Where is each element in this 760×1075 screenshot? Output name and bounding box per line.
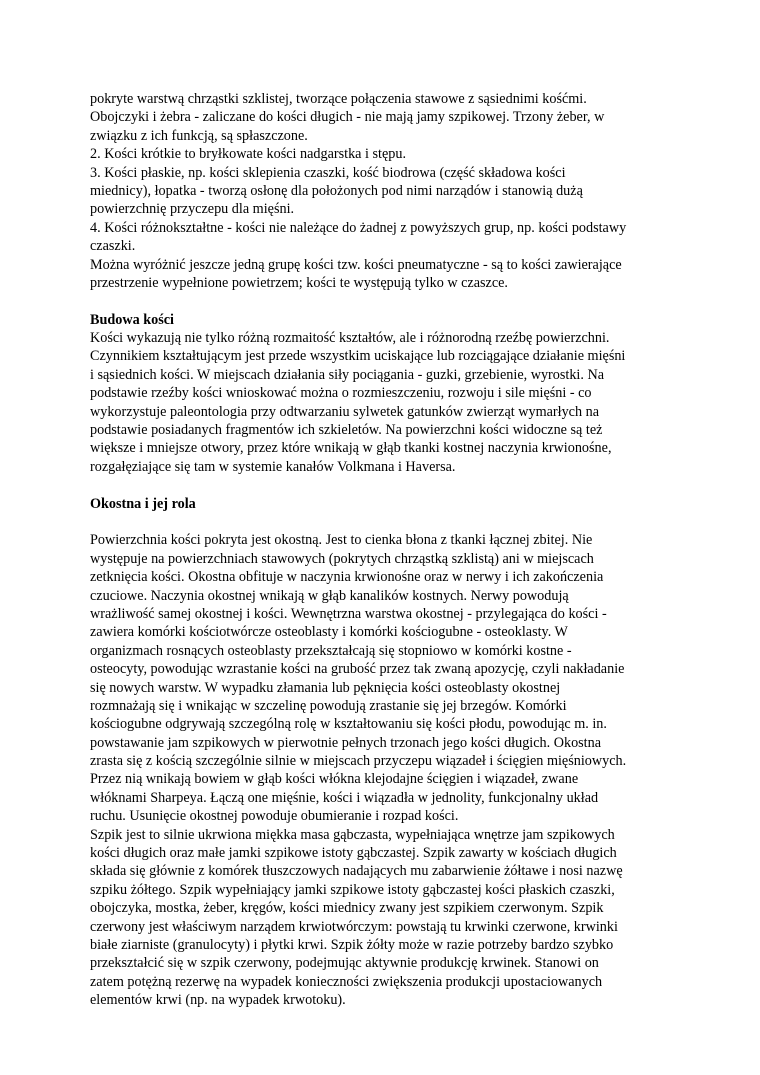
text-line: przekształcić się w szpik czerwony, podejmując aktywnie produkcję krwinek. Stanowi on bbox=[90, 955, 599, 972]
text-line: 2. Kości krótkie to bryłkowate kości nadgarstka i stępu. bbox=[90, 146, 406, 163]
text-line: Obojczyki i żebra - zaliczane do kości długich - nie mają jamy szpikowej. Trzony żeber, w bbox=[90, 109, 605, 126]
text-line: powstawanie jam szpikowych w pierwotnie pełnych trzonach jego kości długich. Okostna bbox=[90, 734, 602, 751]
text-line: organizmach rosnących osteoblasty przekształcają się stopniowo w komórki kostne - bbox=[90, 642, 572, 659]
text-line: szpiku żółtego. Szpik wypełniający jamki szpikowe istoty gąbczastej kości płaskich czaszki, bbox=[90, 881, 615, 898]
section-heading-budowa-kosci: Budowa kości bbox=[90, 311, 174, 328]
text-line: czerwony jest właściwym narządem krwiotwórczym: powstają tu krwinki czerwone, krwinki bbox=[90, 918, 618, 935]
section-heading-okostna: Okostna i jej rola bbox=[90, 495, 196, 512]
intro-text-block bbox=[90, 90, 680, 292]
text-line: włóknami Sharpeya. Łączą one mięśnie, kości i wiązadła w jednolity, funkcjonalny układ bbox=[90, 789, 599, 806]
text-line: elementów krwi (np. na wypadek krwotoku). bbox=[90, 992, 346, 1009]
text-line: miednicy), łopatka - tworzą osłonę dla położonych pod nimi narządów i stanowią dużą bbox=[90, 182, 583, 199]
text-line: 4. Kości różnokształtne - kości nie należące do żadnej z powyższych grup, np. kości podstawy bbox=[90, 219, 627, 236]
text-line: kości długich oraz małe jamki szpikowe istoty gąbczastej. Szpik zawarty w kościach długich bbox=[90, 845, 617, 862]
text-line: Szpik jest to silnie ukrwiona miękka masa gąbczasta, wypełniająca wnętrze jam szpikowych bbox=[90, 826, 615, 843]
text-line: i sąsiednich kości. W miejscach działania siły pociągania - guzki, grzebienie, wyrostki. Na bbox=[90, 366, 605, 383]
text-line: powierzchnię przyczepu dla mięśni. bbox=[90, 201, 295, 218]
text-line: 3. Kości płaskie, np. kości sklepienia czaszki, kość biodrowa (część składowa kości bbox=[90, 164, 566, 181]
text-line: się nowych warstw. W wypadku złamania lub pęknięcia kości osteoblasty okostnej bbox=[90, 679, 561, 696]
text-line: zatem potężną rezerwę na wypadek konieczności zwiększenia produkcji upostaciowanych bbox=[90, 973, 603, 990]
text-line: większe i mniejsze otwory, przez które wnikają w głąb tkanki kostnej naczynia krwionośne, bbox=[90, 440, 612, 457]
spacer bbox=[90, 292, 680, 310]
text-line: wrażliwość samej okostnej i kości. Wewnętrzna warstwa okostnej - przylegająca do kości - bbox=[90, 605, 607, 622]
section-okostna-body bbox=[90, 531, 680, 1009]
spacer bbox=[90, 513, 680, 531]
text-line: Powierzchnia kości pokryta jest okostną. Jest to cienka błona z tkanki łącznej zbitej. Nie bbox=[90, 532, 593, 549]
text-line: osteocyty, powodując wzrastanie kości na grubość przez tak zwaną apozycję, czyli nakładanie bbox=[90, 661, 625, 678]
text-line: wykorzystuje paleontologia przy odtwarzaniu sylwetek gatunków zwierząt wymarłych na bbox=[90, 403, 600, 420]
text-line: ruchu. Usunięcie okostnej powoduje obumieranie i rozpad kości. bbox=[90, 808, 459, 825]
section-budowa-kosci-body bbox=[90, 329, 680, 476]
text-line: podstawie rzeźby kości wnioskować można o rozmieszczeniu, rozwoju i sile mięśni - co bbox=[90, 385, 592, 402]
text-line: związku z ich funkcją, są spłaszczone. bbox=[90, 127, 308, 144]
text-line: zetknięcia kości. Okostna obfituje w naczynia krwionośne oraz w nerwy i ich zakończenia bbox=[90, 569, 604, 586]
text-line: Kości wykazują nie tylko różną rozmaitość kształtów, ale i różnorodną rzeźbę powierzchni. bbox=[90, 330, 610, 347]
text-line: zawiera komórki kościotwórcze osteoblasty i komórki kościogubne - osteoklasty. W bbox=[90, 624, 568, 641]
text-line: czuciowe. Naczynia okostnej wnikają w głąb kanalików kostnych. Nerwy powodują bbox=[90, 587, 569, 604]
text-line: obojczyka, mostka, żeber, kręgów, kości miednicy zwany jest szpikiem czerwonym. Szpik bbox=[90, 900, 604, 917]
text-line: przestrzenie wypełnione powietrzem; kości te występują tylko w czaszce. bbox=[90, 274, 508, 291]
text-line: występuje na powierzchniach stawowych (pokrytych chrząstką szklistą) ani w miejscach bbox=[90, 550, 594, 567]
text-line: rozmnażają się i wnikając w szczelinę powodują zrastanie się jej brzegów. Komórki bbox=[90, 697, 567, 714]
text-line: zrasta się z kością szczególnie silnie w miejscach przyczepu wiązadeł i ścięgien mięśniowych. bbox=[90, 753, 627, 770]
text-line: Przez nią wnikają bowiem w głąb kości włókna klejodajne ścięgien i wiązadeł, zwane bbox=[90, 771, 579, 788]
text-line: składa się głównie z komórek tłuszczowych nadających mu zabarwienie żółtawe i nosi nazwę bbox=[90, 863, 623, 880]
spacer bbox=[90, 476, 680, 494]
text-line: kościogubne odgrywają szczególną rolę w kształtowaniu się kości płodu, powodując m. in. bbox=[90, 716, 607, 733]
text-line: Można wyróżnić jeszcze jedną grupę kości tzw. kości pneumatyczne - są to kości zawierające bbox=[90, 256, 622, 273]
document-page bbox=[90, 90, 680, 1010]
text-line: rozgałęziające się tam w systemie kanałów Volkmana i Haversa. bbox=[90, 458, 456, 475]
text-line: podstawie posiadanych fragmentów ich szkieletów. Na powierzchni kości widoczne są też bbox=[90, 422, 603, 439]
text-line: Czynnikiem kształtującym jest przede wszystkim uciskające lub rozciągające działanie mięśni bbox=[90, 348, 626, 365]
text-line: białe ziarniste (granulocyty) i płytki krwi. Szpik żółty może w razie potrzeby bardzo szybko bbox=[90, 936, 614, 953]
text-line: czaszki. bbox=[90, 238, 136, 255]
text-line: pokryte warstwą chrząstki szklistej, tworzące połączenia stawowe z sąsiednimi kośćmi. bbox=[90, 91, 587, 107]
